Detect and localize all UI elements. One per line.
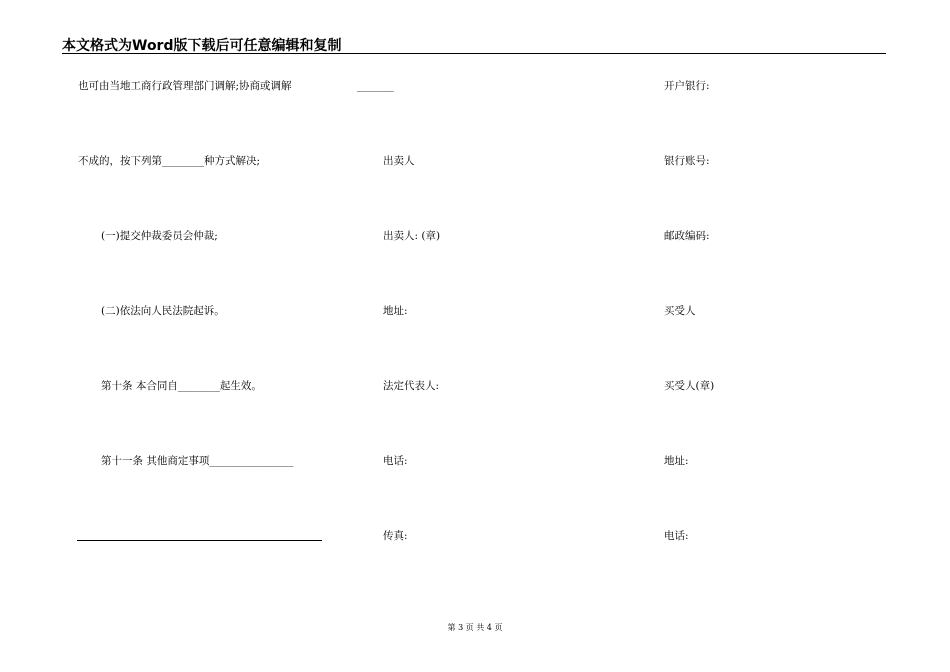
buyer-phone-label: 电话: bbox=[664, 530, 689, 542]
blank-line-other-matters bbox=[77, 540, 322, 541]
buyer-address-label: 地址: bbox=[664, 455, 689, 467]
seller-address-label: 地址: bbox=[383, 305, 408, 317]
page-number: 第 3 页 共 4 页 bbox=[447, 623, 503, 632]
clause-court-option: (二)依法向人民法院起诉。 bbox=[101, 305, 225, 317]
buyer-label: 买受人 bbox=[664, 305, 696, 317]
header-divider bbox=[62, 53, 886, 54]
clause-resolution-method-text: 不成的，按下列第________种方式解决; bbox=[78, 155, 261, 167]
middle-blank-line: _______ bbox=[357, 80, 394, 92]
bank-account-label: 银行账号: bbox=[664, 155, 710, 167]
buyer-seal-label: 买受人(章) bbox=[664, 380, 715, 392]
seller-legal-rep-label: 法定代表人: bbox=[383, 380, 440, 392]
document-header-title: 本文格式为Word版下载后可任意编辑和复制 bbox=[62, 38, 342, 54]
article-11-other-matters: 第十一条 其他商定事项________________ bbox=[101, 455, 294, 467]
postcode-label: 邮政编码: bbox=[664, 230, 710, 242]
clause-arbitration-option: (一)提交仲裁委员会仲裁; bbox=[101, 230, 218, 242]
seller-seal-label: 出卖人: (章) bbox=[383, 230, 441, 242]
seller-label: 出卖人 bbox=[383, 155, 415, 167]
bank-label: 开户银行: bbox=[664, 80, 710, 92]
seller-phone-label: 电话: bbox=[383, 455, 408, 467]
seller-fax-label: 传真: bbox=[383, 530, 408, 542]
article-10-effective-date: 第十条 本合同自________起生效。 bbox=[101, 380, 262, 392]
clause-mediation-text: 也可由当地工商行政管理部门调解;协商或调解 bbox=[78, 80, 292, 92]
